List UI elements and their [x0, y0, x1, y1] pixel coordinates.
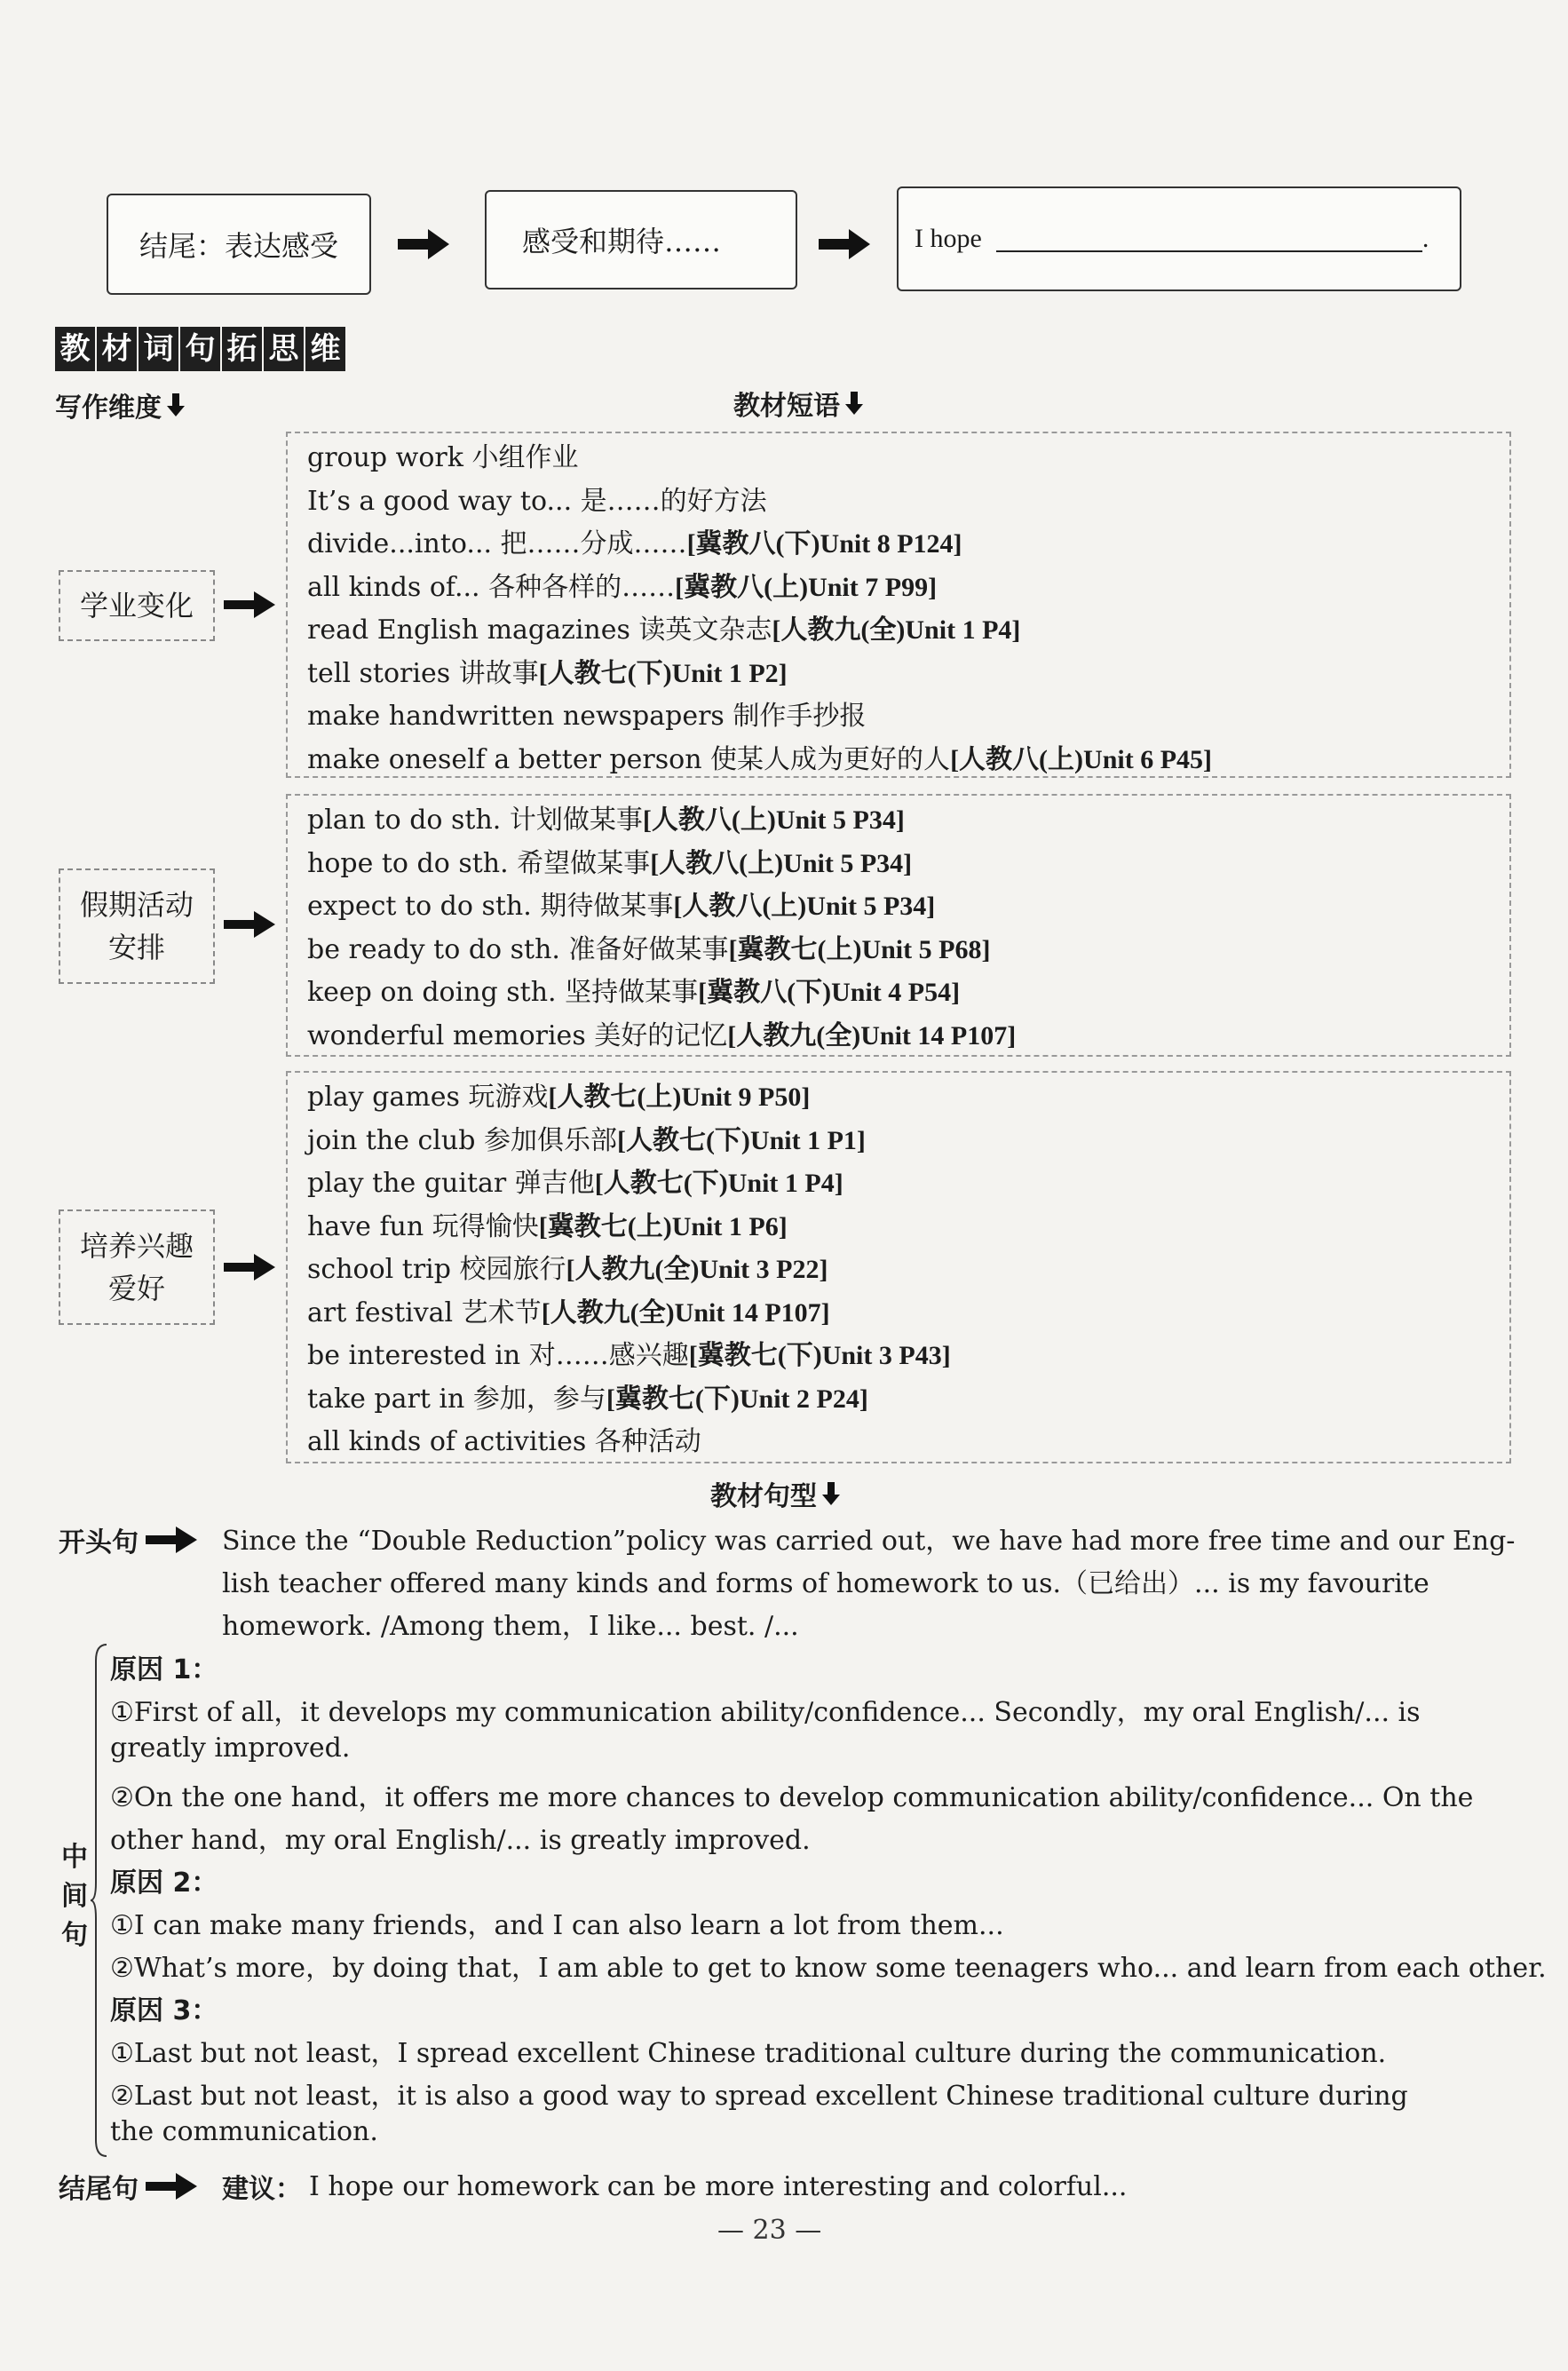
- phrase-item: all kinds of... 各种各样的……[冀教八(上)Unit 7 P99]: [307, 571, 938, 603]
- opening-label: 开头句: [59, 1520, 197, 1559]
- reason-heading: 原因 2：: [110, 1867, 218, 1899]
- phrase-item: be ready to do sth. 准备好做某事[冀教七(上)Unit 5 P68]: [307, 933, 991, 965]
- textbook-phrases-header: [733, 384, 863, 423]
- flow-box-i-hope: [897, 186, 1461, 291]
- right-arrow-icon: [146, 2173, 197, 2200]
- reason-line: ②On the one hand，it offers me more chances to develop communication ability/confidence... On the: [110, 1782, 1474, 1813]
- phrase-item: all kinds of activities 各种活动: [307, 1426, 701, 1457]
- closing-text: I hope our homework can be more interesting and colorful...: [309, 2170, 1128, 2202]
- category-academic-change: [59, 570, 215, 641]
- phrase-item: be interested in 对……感兴趣[冀教七(下)Unit 3 P43]: [307, 1340, 951, 1371]
- reason-line: ②What’s more，by doing that，I am able to get to know some teenagers who... and learn from each other.: [110, 1953, 1547, 1984]
- left-brace-icon: [89, 1643, 108, 2158]
- phrase-item: play games 玩游戏[人教七(上)Unit 9 P50]: [307, 1082, 811, 1113]
- reason-line: other hand，my oral English/... is greatly improved.: [110, 1825, 811, 1856]
- phrase-item: It’s a good way to... 是……的好方法: [307, 485, 767, 517]
- category-line: 培养兴趣: [79, 1229, 194, 1263]
- closing-label: 结尾句: [59, 2174, 139, 2205]
- reason-heading: 原因 1：: [110, 1654, 218, 1685]
- i-hope-text: I hope: [915, 224, 982, 253]
- fill-in-blank-line: [996, 226, 1422, 252]
- i-hope-period: .: [1421, 224, 1429, 253]
- flow-box-feelings: [485, 190, 797, 289]
- textbook-sentences-label: 教材句型: [710, 1481, 817, 1512]
- opening-line: Since the “Double Reduction”policy was carried out，we have had more free time and our Eng-: [222, 1526, 1516, 1557]
- textbook-sentences-header: [710, 1474, 840, 1513]
- down-arrow-icon: [845, 392, 863, 415]
- phrase-item: group work 小组作业: [307, 442, 579, 473]
- phrase-item: join the club 参加俱乐部[人教七(下)Unit 1 P1]: [307, 1124, 866, 1156]
- reason-line: ①Last but not least，I spread excellent Chinese traditional culture during the communication.: [110, 2038, 1387, 2069]
- category-line: 学业变化: [79, 589, 194, 622]
- right-arrow-icon: [224, 911, 275, 938]
- category-interests-hobbies: [59, 1209, 215, 1325]
- right-arrow-icon: [224, 1254, 275, 1281]
- phrase-item: have fun 玩得愉快[冀教七(上)Unit 1 P6]: [307, 1210, 788, 1242]
- phrase-item: plan to do sth. 计划做某事[人教八(上)Unit 5 P34]: [307, 805, 905, 836]
- category-line: 安排: [107, 931, 165, 964]
- phrase-item: expect to do sth. 期待做某事[人教八(上)Unit 5 P34]: [307, 891, 936, 922]
- phrase-item: divide...into... 把……分成……[冀教八(下)Unit 8 P124]: [307, 528, 962, 559]
- right-arrow-icon: [146, 1526, 197, 1553]
- opening-line: homework. /Among them，I like... best. /...: [222, 1611, 799, 1642]
- reason-line: ①First of all，it develops my communication ability/confidence... Secondly，my oral English/... is: [110, 1697, 1421, 1728]
- page-number: — 23 —: [717, 2215, 822, 2246]
- phrase-item: wonderful memories 美好的记忆[人教九(全)Unit 14 P107]: [307, 1019, 1017, 1051]
- closing-tag: 建议：: [222, 2174, 302, 2205]
- title-char: 材: [97, 327, 137, 371]
- phrase-item: make oneself a better person 使某人成为更好的人[人教八(上)Unit 6 P45]: [307, 743, 1213, 775]
- phrase-list-holiday: [286, 794, 1511, 1057]
- reason-line: ②Last but not least，it is also a good way to spread excellent Chinese traditional culture during: [110, 2081, 1408, 2112]
- category-holiday-plans: [59, 868, 215, 984]
- title-char: 拓: [222, 327, 262, 371]
- reason-line: the communication.: [110, 2116, 378, 2147]
- flow-box-ending: [107, 194, 371, 295]
- title-char: 维: [305, 327, 345, 371]
- phrase-item: school trip 校园旅行[人教九(全)Unit 3 P22]: [307, 1254, 828, 1285]
- title-char: 句: [180, 327, 220, 371]
- title-char: 词: [139, 327, 178, 371]
- writing-dimension-label: 写作维度: [55, 393, 162, 424]
- down-arrow-icon: [167, 393, 185, 416]
- writing-dimension-header: [55, 385, 185, 424]
- flow-box-feelings-text: 感受和期待……: [522, 225, 722, 258]
- right-arrow-icon: [819, 229, 870, 259]
- category-line: 假期活动: [79, 888, 194, 922]
- middle-label: 中 间 句: [61, 1842, 88, 1951]
- phrase-item: hope to do sth. 希望做某事[人教八(上)Unit 5 P34]: [307, 847, 913, 879]
- right-arrow-icon: [224, 591, 275, 618]
- down-arrow-icon: [822, 1482, 840, 1505]
- title-char: 教: [55, 327, 95, 371]
- phrase-item: art festival 艺术节[人教九(全)Unit 14 P107]: [307, 1297, 830, 1328]
- phrase-item: read English magazines 读英文杂志[人教九(全)Unit 1 P4]: [307, 615, 1021, 646]
- category-line: 爱好: [107, 1272, 165, 1305]
- title-char: 思: [264, 327, 304, 371]
- reason-line: greatly improved.: [110, 1733, 351, 1764]
- phrase-list-interests: [286, 1071, 1511, 1463]
- textbook-phrases-label: 教材短语: [733, 391, 840, 422]
- phrase-item: keep on doing sth. 坚持做某事[冀教八(下)Unit 4 P54]: [307, 977, 961, 1008]
- right-arrow-icon: [398, 229, 449, 259]
- phrase-item: make handwritten newspapers 制作手抄报: [307, 701, 867, 732]
- phrase-item: play the guitar 弹吉他[人教七(下)Unit 1 P4]: [307, 1168, 843, 1199]
- opening-line: lish teacher offered many kinds and forms of homework to us.（已给出）... is my favourite: [222, 1568, 1429, 1599]
- phrase-list-academic: [286, 432, 1511, 778]
- reason-heading: 原因 3：: [110, 1995, 218, 2026]
- phrase-item: tell stories 讲故事[人教七(下)Unit 1 P2]: [307, 657, 788, 689]
- reason-line: ①I can make many friends，and I can also learn a lot from them...: [110, 1910, 1004, 1941]
- phrase-item: take part in 参加，参与[冀教七(下)Unit 2 P24]: [307, 1383, 868, 1415]
- flow-box-ending-text: 结尾：表达感受: [139, 229, 338, 263]
- closing-row: [59, 2167, 1127, 2206]
- section-title-banner: [55, 327, 345, 371]
